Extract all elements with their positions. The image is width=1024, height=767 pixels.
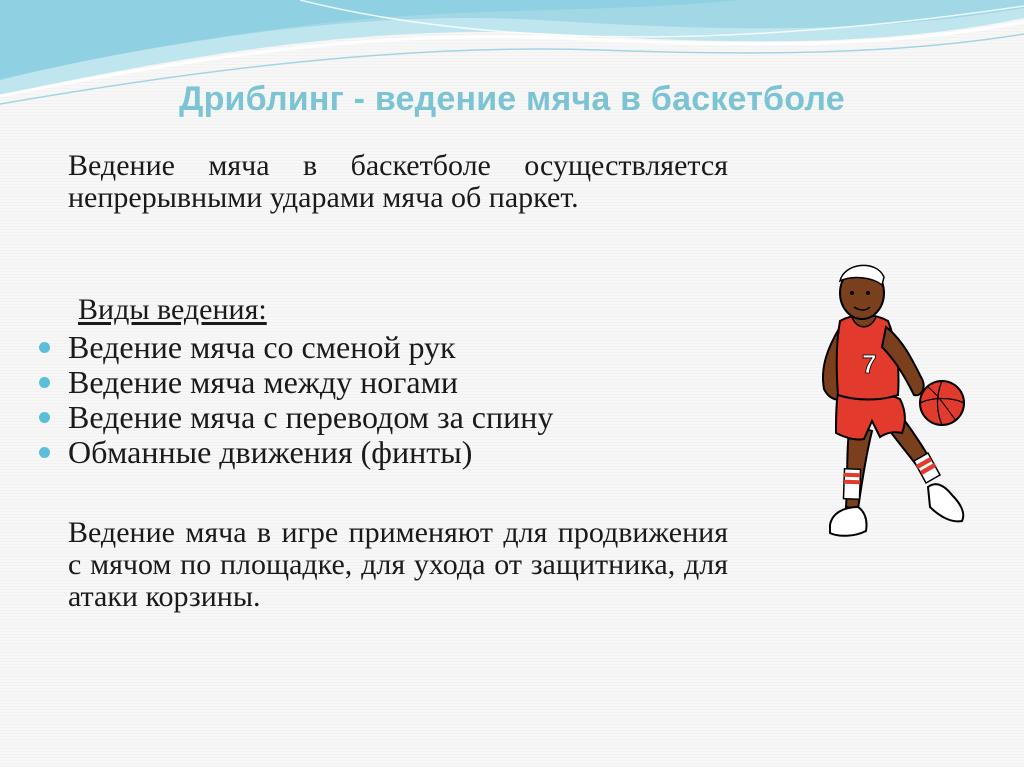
bullet-dot-icon xyxy=(39,412,50,423)
list-item-text: Ведение мяча с переводом за спину xyxy=(68,399,554,435)
slide-title: Дриблинг - ведение мяча в баскетболе xyxy=(179,80,845,118)
kinds-list xyxy=(36,330,553,470)
intro-paragraph: Ведение мяча в баскетболе осуществляется непрерывными ударами мяча об паркет. xyxy=(68,149,728,214)
basketball-player-illustration xyxy=(810,255,975,545)
list-item xyxy=(36,330,553,365)
list-item xyxy=(36,435,553,470)
bullet-dot-icon xyxy=(39,342,50,353)
list-item xyxy=(36,400,553,435)
list-item xyxy=(36,365,553,400)
list-item-text: Ведение мяча между ногами xyxy=(68,364,458,400)
list-item-text: Ведение мяча со сменой рук xyxy=(68,329,456,365)
bullet-dot-icon xyxy=(39,377,50,388)
list-item-text: Обманные движения (финты) xyxy=(68,434,473,470)
kinds-label: Виды ведения: xyxy=(78,293,267,326)
bullet-dot-icon xyxy=(39,447,50,458)
jersey-number: 7 xyxy=(862,349,877,379)
outro-paragraph: Ведение мяча в игре применяют для продвижения с мячом по площадке, для ухода от защитника, для атаки корзины. xyxy=(68,516,728,613)
